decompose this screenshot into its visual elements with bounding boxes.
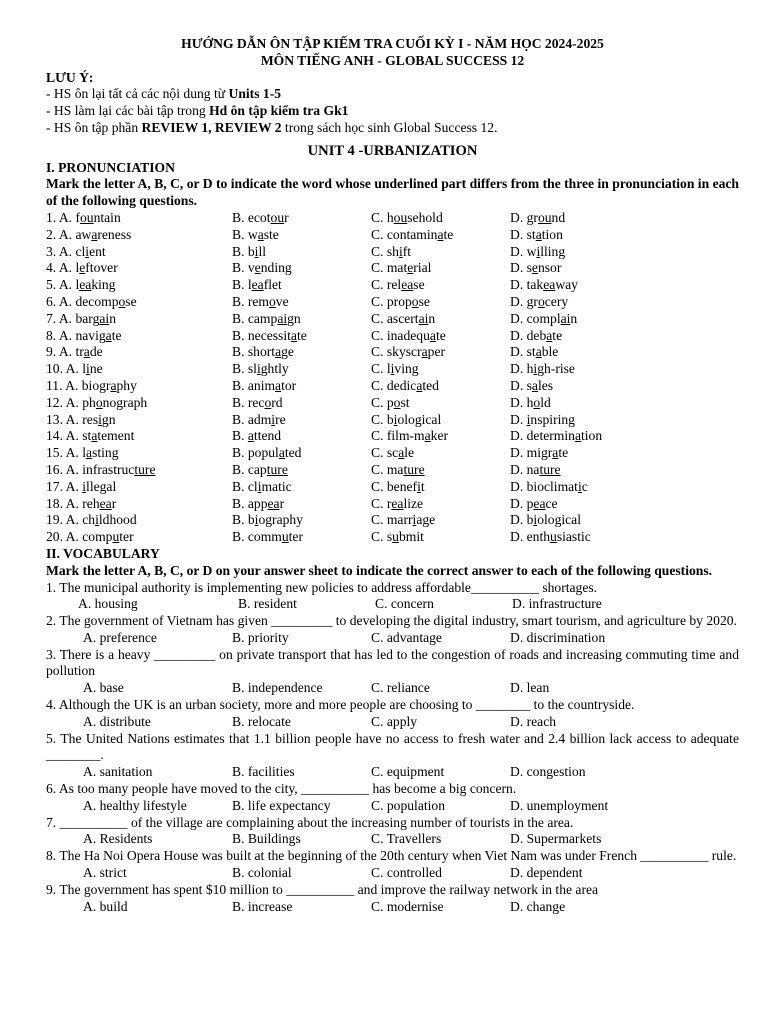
option-c: C. shift bbox=[371, 243, 412, 259]
option-c: C. benefit bbox=[371, 478, 425, 494]
section-vocabulary-heading: II. VOCABULARY bbox=[46, 545, 160, 561]
pronunciation-question bbox=[46, 344, 739, 361]
option-a: 5. A. leaking bbox=[46, 277, 116, 293]
option-b: B. leaflet bbox=[232, 277, 282, 293]
option-b: B. appear bbox=[232, 495, 285, 511]
option-b: B. resident bbox=[238, 596, 297, 612]
option-b: B. life expectancy bbox=[232, 797, 331, 813]
option-b: B. record bbox=[232, 394, 283, 410]
option-a: 13. A. resign bbox=[46, 411, 116, 427]
pronunciation-question bbox=[46, 412, 739, 429]
option-d: D. enthusiastic bbox=[510, 529, 591, 545]
option-c: C. modernise bbox=[371, 898, 444, 914]
vocabulary-options bbox=[46, 680, 739, 697]
option-c: C. advantage bbox=[371, 629, 442, 645]
document-body bbox=[46, 36, 739, 915]
pronunciation-question bbox=[46, 244, 739, 261]
option-d: D. determination bbox=[510, 428, 603, 444]
option-b: B. campaign bbox=[232, 310, 301, 326]
option-b: B. relocate bbox=[232, 713, 291, 729]
vocabulary-options bbox=[46, 630, 739, 647]
option-a: 16. A. infrastructure bbox=[46, 461, 156, 477]
pronunciation-question bbox=[46, 445, 739, 462]
option-a: 3. A. client bbox=[46, 243, 106, 259]
option-b: B. increase bbox=[232, 898, 293, 914]
pronunciation-question bbox=[46, 479, 739, 496]
vocabulary-question: 3. There is a heavy _________ on private transport that has led to the congestion of roads and increasing commuting time and pollution bbox=[46, 646, 739, 679]
option-b: B. populated bbox=[232, 445, 302, 461]
pronunciation-question bbox=[46, 496, 739, 513]
notes-heading: LƯU Ý: bbox=[46, 69, 94, 85]
vocabulary-question: 4. Although the UK is an urban society, more and more people are choosing to ________ to the countryside. bbox=[46, 697, 635, 713]
option-c: C. population bbox=[371, 797, 446, 813]
option-a: A. sanitation bbox=[83, 764, 153, 780]
option-b: B. colonial bbox=[232, 865, 292, 881]
option-c: C. controlled bbox=[371, 865, 442, 881]
option-c: C. release bbox=[371, 277, 425, 293]
option-c: C. apply bbox=[371, 713, 418, 729]
vocabulary-options bbox=[46, 865, 739, 882]
option-a: 4. A. leftover bbox=[46, 260, 118, 276]
pronunciation-question bbox=[46, 328, 739, 345]
option-d: D. lean bbox=[510, 680, 550, 696]
option-b: B. priority bbox=[232, 629, 289, 645]
option-a: 20. A. computer bbox=[46, 529, 134, 545]
option-d: D. sensor bbox=[510, 260, 562, 276]
option-d: D. high-rise bbox=[510, 361, 575, 377]
option-d: D. debate bbox=[510, 327, 563, 343]
pronunciation-question bbox=[46, 260, 739, 277]
option-c: C. living bbox=[371, 361, 419, 377]
vocabulary-question: 8. The Ha Noi Opera House was built at the beginning of the 20th century when Viet Nam was under French __________ rule. bbox=[46, 848, 737, 864]
option-c: C. propose bbox=[371, 293, 430, 309]
option-a: A. strict bbox=[83, 865, 127, 881]
pronunciation-question bbox=[46, 277, 739, 294]
vocabulary-options bbox=[46, 596, 739, 613]
option-c: C. mature bbox=[371, 461, 425, 477]
option-c: C. film-maker bbox=[371, 428, 449, 444]
vocabulary-question: 2. The government of Vietnam has given _________ to developing the digital industry, smart tourism, and agriculture by 2020. bbox=[46, 613, 737, 629]
option-b: B. bill bbox=[232, 243, 267, 259]
option-d: D. hold bbox=[510, 394, 551, 410]
option-d: D. sales bbox=[510, 377, 554, 393]
note-3: - HS ôn tập phần REVIEW 1, REVIEW 2 trong sách học sinh Global Success 12. bbox=[46, 119, 498, 135]
pronunciation-question bbox=[46, 529, 739, 546]
option-a: A. preference bbox=[83, 629, 157, 645]
option-d: D. congestion bbox=[510, 764, 586, 780]
option-c: C. reliance bbox=[371, 680, 430, 696]
option-b: B. Buildings bbox=[232, 831, 301, 847]
pronunciation-question bbox=[46, 294, 739, 311]
option-d: D. grocery bbox=[510, 293, 569, 309]
vocabulary-question: 1. The municipal authority is implementing new policies to address affordable__________ shortages. bbox=[46, 579, 598, 595]
option-b: B. facilities bbox=[232, 764, 295, 780]
option-d: D. migrate bbox=[510, 445, 569, 461]
option-a: 14. A. statement bbox=[46, 428, 135, 444]
option-c: C. skyscraper bbox=[371, 344, 446, 360]
option-c: C. household bbox=[371, 209, 443, 225]
option-a: A. distribute bbox=[83, 713, 151, 729]
option-d: D. peace bbox=[510, 495, 558, 511]
vocabulary-question: 7. __________ of the village are complaining about the increasing number of tourists in the area. bbox=[46, 814, 574, 830]
option-d: D. biological bbox=[510, 512, 581, 528]
option-c: C. marriage bbox=[371, 512, 436, 528]
pronunciation-question bbox=[46, 311, 739, 328]
vocabulary-options bbox=[46, 714, 739, 731]
option-a: 6. A. decompose bbox=[46, 293, 137, 309]
option-b: B. climatic bbox=[232, 478, 292, 494]
option-d: D. takeaway bbox=[510, 277, 578, 293]
option-b: B. waste bbox=[232, 226, 279, 242]
option-b: B. commuter bbox=[232, 529, 303, 545]
note-2: - HS làm lại các bài tập trong Hd ôn tập kiểm tra Gk1 bbox=[46, 103, 349, 119]
option-c: C. inadequate bbox=[371, 327, 446, 343]
option-b: B. biography bbox=[232, 512, 303, 528]
option-a: A. Residents bbox=[83, 831, 153, 847]
option-a: 11. A. biography bbox=[46, 377, 137, 393]
option-d: D. reach bbox=[510, 713, 557, 729]
pronunciation-instruction: Mark the letter A, B, C, or D to indicate the word whose underlined part differs from the three in pronunciation in each of the following questions. bbox=[46, 176, 739, 209]
option-d: D. dependent bbox=[510, 865, 583, 881]
option-c: C. realize bbox=[371, 495, 424, 511]
option-b: B. animator bbox=[232, 377, 297, 393]
option-b: B. ecotour bbox=[232, 209, 289, 225]
pronunciation-question bbox=[46, 210, 739, 227]
option-d: D. inspiring bbox=[510, 411, 575, 427]
vocabulary-options bbox=[46, 764, 739, 781]
option-d: D. stable bbox=[510, 344, 559, 360]
option-a: 2. A. awareness bbox=[46, 226, 132, 242]
pronunciation-list bbox=[46, 210, 739, 546]
option-b: B. remove bbox=[232, 293, 289, 309]
option-d: D. infrastructure bbox=[512, 596, 602, 612]
option-d: D. willing bbox=[510, 243, 566, 259]
option-a: 9. A. trade bbox=[46, 344, 103, 360]
vocabulary-question: 5. The United Nations estimates that 1.1 billion people have no access to fresh water and 2.4 billion lack access to adequate ________. bbox=[46, 730, 739, 763]
option-a: 18. A. rehear bbox=[46, 495, 117, 511]
pronunciation-question bbox=[46, 361, 739, 378]
option-d: D. nature bbox=[510, 461, 561, 477]
option-c: C. post bbox=[371, 394, 410, 410]
vocabulary-options bbox=[46, 899, 739, 916]
unit-title: UNIT 4 -URBANIZATION bbox=[307, 142, 478, 159]
pronunciation-question bbox=[46, 395, 739, 412]
option-c: C. scale bbox=[371, 445, 415, 461]
option-d: D. bioclimatic bbox=[510, 478, 588, 494]
note-1: - HS ôn lại tất cả các nội dung từ Units 1-5 bbox=[46, 86, 282, 102]
option-a: 15. A. lasting bbox=[46, 445, 119, 461]
title-line-1: HƯỚNG DẪN ÔN TẬP KIẾM TRA CUỐI KỲ I - NĂM HỌC 2024-2025 bbox=[181, 36, 604, 51]
option-b: B. slightly bbox=[232, 361, 289, 377]
option-b: B. vending bbox=[232, 260, 292, 276]
option-a: A. healthy lifestyle bbox=[83, 797, 187, 813]
title-line-2: MÔN TIẾNG ANH - GLOBAL SUCCESS 12 bbox=[260, 52, 525, 68]
vocabulary-question: 6. As too many people have moved to the city, __________ has become a big concern. bbox=[46, 781, 517, 797]
option-a: 17. A. illegal bbox=[46, 478, 117, 494]
option-a: 7. A. bargain bbox=[46, 310, 116, 326]
option-d: D. complain bbox=[510, 310, 578, 326]
option-a: A. build bbox=[83, 898, 128, 914]
option-c: C. dedicated bbox=[371, 377, 439, 393]
option-d: D. Supermarkets bbox=[510, 831, 602, 847]
option-a: 12. A. phonograph bbox=[46, 394, 148, 410]
option-d: D. ground bbox=[510, 209, 566, 225]
vocabulary-list bbox=[46, 580, 739, 916]
option-b: B. shortage bbox=[232, 344, 294, 360]
option-c: C. submit bbox=[371, 529, 424, 545]
option-a: 19. A. childhood bbox=[46, 512, 137, 528]
vocabulary-options bbox=[46, 831, 739, 848]
section-pronunciation-heading: I. PRONUNCIATION bbox=[46, 159, 175, 175]
option-c: C. biological bbox=[371, 411, 442, 427]
vocabulary-options bbox=[46, 798, 739, 815]
option-b: B. capture bbox=[232, 461, 288, 477]
pronunciation-question bbox=[46, 512, 739, 529]
pronunciation-question bbox=[46, 227, 739, 244]
option-a: 8. A. navigate bbox=[46, 327, 122, 343]
option-c: C. ascertain bbox=[371, 310, 436, 326]
option-d: D. unemployment bbox=[510, 797, 609, 813]
option-a: A. base bbox=[83, 680, 124, 696]
option-b: B. necessitate bbox=[232, 327, 307, 343]
pronunciation-question bbox=[46, 428, 739, 445]
option-b: B. attend bbox=[232, 428, 282, 444]
option-c: C. contaminate bbox=[371, 226, 454, 242]
option-d: D. station bbox=[510, 226, 563, 242]
option-c: C. Travellers bbox=[371, 831, 442, 847]
option-c: C. concern bbox=[375, 596, 434, 612]
option-d: D. change bbox=[510, 898, 566, 914]
vocabulary-question: 9. The government has spent $10 million to __________ and improve the railway network in the area bbox=[46, 881, 599, 897]
pronunciation-question bbox=[46, 462, 739, 479]
vocabulary-instruction: Mark the letter A, B, C, or D on your answer sheet to indicate the correct answer to each of the following questions. bbox=[46, 562, 713, 578]
option-a: 1. A. fountain bbox=[46, 209, 121, 225]
option-b: B. independence bbox=[232, 680, 323, 696]
option-a: 10. A. line bbox=[46, 361, 103, 377]
option-b: B. admire bbox=[232, 411, 286, 427]
option-d: D. discrimination bbox=[510, 629, 606, 645]
pronunciation-question bbox=[46, 378, 739, 395]
option-a: A. housing bbox=[78, 596, 138, 612]
option-c: C. equipment bbox=[371, 764, 445, 780]
option-c: C. material bbox=[371, 260, 432, 276]
